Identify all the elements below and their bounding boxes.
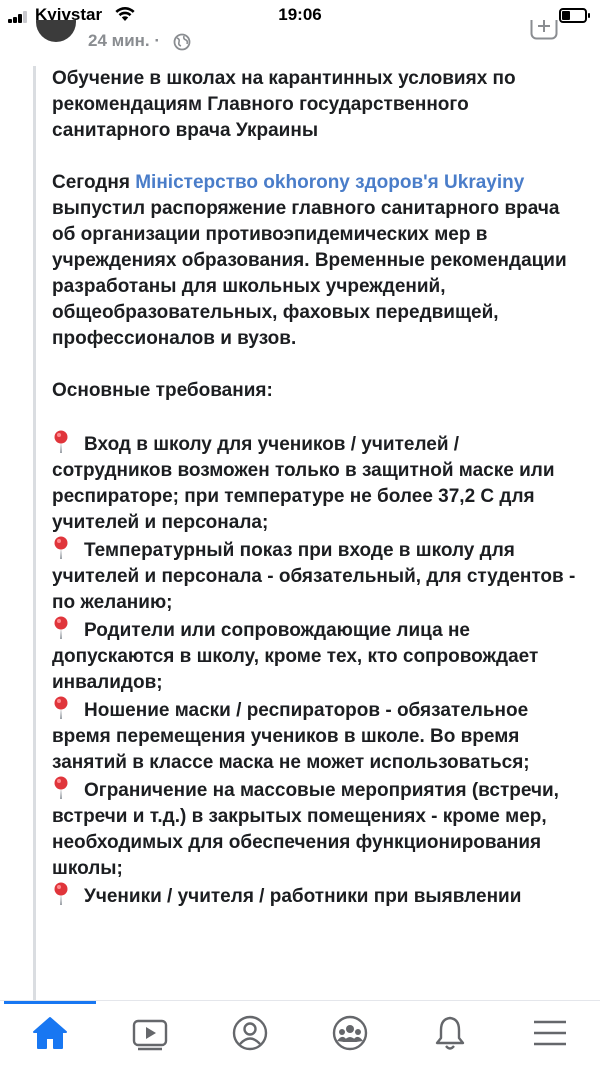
video-icon [130, 1013, 170, 1053]
post-time-separator: · [154, 31, 161, 50]
requirement-item [52, 882, 582, 910]
requirement-text: Родители или сопровождающие лица не допускаются в школу, кроме тех, кто сопровождает инвалидов; [52, 620, 539, 693]
carrier-name: Kyivstar [35, 5, 103, 24]
nav-home[interactable] [28, 1013, 72, 1057]
add-icon[interactable] [530, 20, 558, 40]
menu-icon [530, 1013, 570, 1053]
groups-icon [330, 1013, 370, 1053]
nav-profile[interactable] [228, 1013, 272, 1057]
requirement-text: Ношение маски / респираторов - обязательное время перемещения учеников в школе. Во время занятий в классе маска не может использоваться; [52, 700, 530, 773]
post-title: Обучение в школах на карантинных условиях по рекомендациям Главного государственного санитарного врача Украины [52, 68, 516, 141]
nav-menu[interactable] [528, 1013, 572, 1057]
requirement-item [52, 430, 582, 536]
pushpin-icon [52, 616, 70, 640]
status-bar [0, 0, 600, 30]
active-tab-indicator [4, 1001, 96, 1004]
pushpin-icon [52, 776, 70, 800]
pushpin-icon [52, 696, 70, 720]
avatar[interactable] [36, 20, 76, 44]
nav-notifications[interactable] [428, 1013, 472, 1057]
shared-post-text [52, 66, 582, 910]
bell-icon [430, 1013, 470, 1053]
battery-icon [559, 8, 587, 23]
nav-watch[interactable] [128, 1013, 172, 1057]
post-time[interactable] [88, 31, 160, 51]
requirement-text: Ограничение на массовые мероприятия (встречи, встречи и т.д.) в закрытых помещениях - кроме мер, необходимых для обеспечения функционирования школы; [52, 780, 559, 879]
requirement-text: Ученики / учителя / работники при выявлении [84, 886, 522, 907]
requirement-text: Вход в школу для учеников / учителей / сотрудников возможен только в защитной маске или респираторе; при температуре не более 37,2 С для учителей и персонала; [52, 434, 555, 533]
requirement-item [52, 696, 582, 776]
intro-text-start: Сегодня [52, 172, 136, 193]
pushpin-icon [52, 430, 70, 454]
requirement-item [52, 776, 582, 882]
globe-icon [173, 33, 191, 51]
home-icon [30, 1013, 70, 1053]
bottom-navigation [0, 1000, 600, 1067]
nav-groups[interactable] [328, 1013, 372, 1057]
pushpin-icon [52, 536, 70, 560]
post-intro [52, 170, 582, 352]
profile-icon [230, 1013, 270, 1053]
requirements-list [52, 430, 582, 910]
post-time-label: 24 мин. [88, 31, 150, 50]
requirement-item [52, 536, 582, 616]
shared-post-border [33, 66, 36, 1006]
ministry-link[interactable]: Міністерство okhorony здоров'я Ukrayiny [135, 172, 525, 193]
pushpin-icon [52, 882, 70, 906]
requirement-item [52, 616, 582, 696]
requirements-heading: Основные требования: [52, 380, 273, 401]
status-time: 19:06 [278, 5, 322, 24]
requirement-text: Температурный показ при входе в школу для учителей и персонала - обязательный, для студентов - по желанию; [52, 540, 576, 613]
intro-text-end: выпустил распоряжение главного санитарного врача об организации противоэпидемических мер в учреждениях образования. Временные рекомендации разработаны для школьных учреждений, общеобразовательных, фаховых передвищей, профессионалов и вузов. [52, 198, 567, 349]
